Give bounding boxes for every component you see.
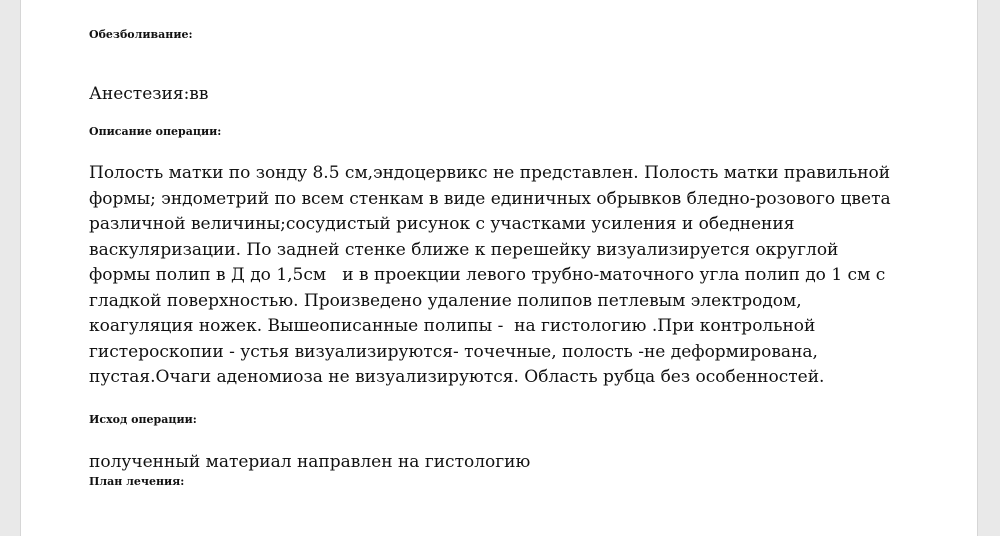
description-label: Описание операции: [89, 125, 222, 138]
outcome-value: полученный материал направлен на гистологию [89, 452, 531, 472]
outcome-label: Исход операции: [89, 413, 197, 426]
description-line: гистероскопии - устья визуализируются- точечные, полость -не деформирована, [89, 341, 818, 362]
description-line: пустая.Очаги аденомиоза не визуализируются. Область рубца без особенностей. [89, 367, 825, 387]
description-line: формы; эндометрий по всем стенкам в виде единичных обрывков бледно-розового цвета [89, 188, 891, 209]
anesthesia-label: Обезболивание: [89, 28, 193, 41]
description-line: гладкой поверхностью. Произведено удаление полипов петлевым электродом, [89, 290, 802, 311]
description-line: коагуляция ножек. Вышеописанные полипы - на гистологию .При контрольной [89, 316, 816, 336]
description-line: формы полип в Д до 1,5см и в проекции левого трубно-маточного угла полип до 1 см с [89, 265, 886, 285]
description-text [89, 161, 949, 391]
description-line: васкуляризации. По задней стенке ближе к перешейку визуализируется округлой [89, 239, 839, 260]
document-page [20, 0, 978, 536]
plan-label: План лечения: [89, 475, 185, 488]
description-line: различной величины;сосудистый рисунок с участками усиления и обеднения [89, 214, 795, 234]
anesthesia-value: Анестезия:вв [89, 84, 209, 104]
description-line: Полость матки по зонду 8.5 см,эндоцервикс не представлен. Полость матки правильной [89, 163, 891, 183]
